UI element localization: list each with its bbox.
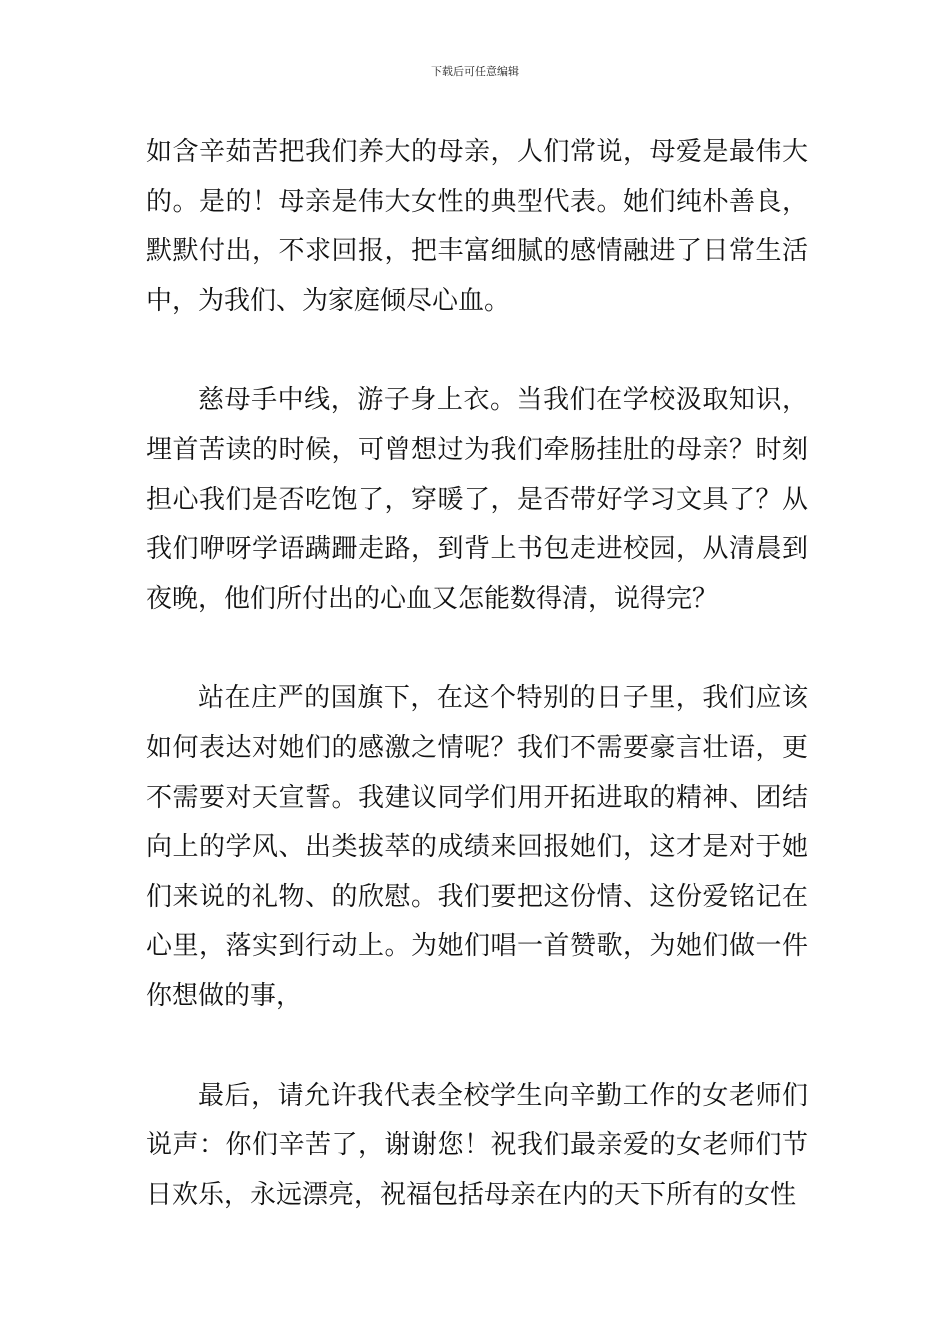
paragraph-loving-mother: 慈母手中线，游子身上衣。当我们在学校汲取知识，埋首苦读的时候，可曾想过为我们牵肠挂肚的母亲？时刻担心我们是否吃饱了，穿暖了，是否带好学习文具了？从我们咿呀学语蹒跚走路，到背上书包走进校园，从清晨到夜晚，他们所付出的心血又怎能数得清，说得完？	[146, 385, 808, 614]
paragraph-spacer	[146, 1022, 808, 1072]
paragraph-national-flag: 站在庄严的国旗下，在这个特别的日子里，我们应该如何表达对她们的感激之情呢？我们不需要豪言壮语，更不需要对天宣誓。我建议同学们用开拓进取的精神、团结向上的学风、出类拔萃的成绩来回报她们，这才是对于她们来说的礼物、的欣慰。我们要把这份情、这份爱铭记在心里，落实到行动上。为她们唱一首赞歌，为她们做一件你想做的事，	[146, 683, 808, 1011]
paragraph-closing: 最后，请允许我代表全校学生向辛勤工作的女老师们说声：你们辛苦了，谢谢您！祝我们最亲爱的女老师们节日欢乐，永远漂亮，祝福包括母亲在内的天下所有的女性	[146, 1080, 808, 1210]
page-header: 下载后可任意编辑	[431, 65, 519, 78]
document-body	[146, 128, 808, 1220]
paragraph-mothers-love: 如含辛茹苦把我们养大的母亲，人们常说，母爱是最伟大的。是的！母亲是伟大女性的典型代表。她们纯朴善良，默默付出，不求回报，把丰富细腻的感情融进了日常生活中，为我们、为家庭倾尽心血。	[146, 137, 808, 316]
paragraph-spacer	[146, 326, 808, 376]
paragraph-spacer	[146, 624, 808, 674]
